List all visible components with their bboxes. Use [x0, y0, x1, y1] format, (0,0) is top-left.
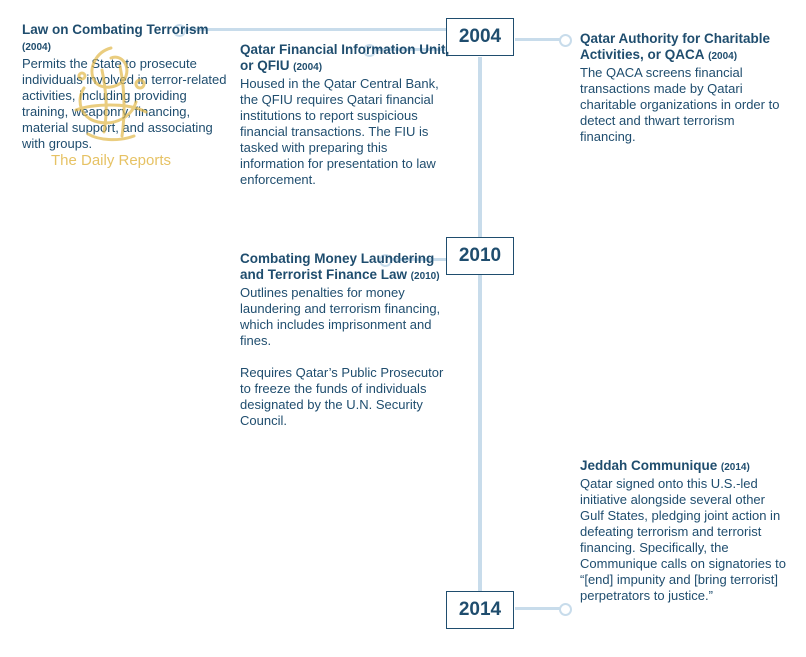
year-box-2014: 2014 — [446, 591, 514, 629]
entry-year: (2004) — [293, 62, 323, 73]
timeline-entry — [580, 458, 790, 604]
entry-title: Jeddah Communique — [580, 458, 718, 473]
entry-description: Qatar signed onto this U.S.-led initiative alongside several other Gulf States, pledging joint action in defeating terrorism and terrorist financing. Specifically, the Communique calls on signatories to “[end] impunity and [bring terrorist] perpetrators to justice.” — [580, 476, 786, 603]
connector-line — [515, 607, 560, 610]
entry-heading — [580, 31, 790, 65]
entry-heading — [240, 42, 455, 76]
entry-title: Qatar Financial Information Unit, or QFIU — [240, 42, 450, 73]
entry-description-2: Requires Qatar’s Public Prosecutor to freeze the funds of individuals designated by the U.N. Security Council. — [240, 365, 444, 428]
entry-heading — [240, 251, 450, 285]
entry-description: Permits the State to prosecute individuals involved in terror-related activities, including providing training, weaponry, financing, material support, and associating with groups. — [22, 56, 227, 151]
entry-heading — [22, 22, 232, 56]
entry-description: Housed in the Qatar Central Bank, the QFIU requires Qatari financial institutions to report suspicious financial transactions. The FIU is tasked with preparing this information for presentation to law enforcement. — [240, 76, 439, 187]
connector-node — [559, 34, 572, 47]
entry-description: Outlines penalties for money laundering and terrorism financing, which includes imprisonment and fines. — [240, 285, 441, 348]
entry-title: Qatar Authority for Charitable Activities, or QACA — [580, 31, 771, 62]
timeline-entry — [580, 31, 790, 145]
connector-line — [515, 38, 560, 41]
entry-year: (2004) — [708, 51, 738, 62]
entry-year: (2004) — [22, 42, 51, 53]
entry-title: Combating Money Laundering and Terrorist Finance Law — [240, 251, 435, 282]
entry-year: (2014) — [720, 462, 750, 473]
watermark-text: The Daily Reports — [50, 152, 172, 169]
year-box-2010: 2010 — [446, 237, 514, 275]
entry-year: (2010) — [410, 271, 440, 282]
timeline-entry — [240, 42, 455, 188]
entry-heading — [580, 458, 790, 476]
year-box-2004: 2004 — [446, 18, 514, 56]
entry-description: The QACA screens financial transactions made by Qatari charitable organizations in order to detect and thwart terrorism financing. — [580, 65, 780, 144]
connector-node — [559, 603, 572, 616]
timeline-entry — [240, 251, 450, 429]
entry-title: Law on Combating Terrorism — [22, 22, 209, 37]
timeline-spine — [478, 57, 482, 592]
timeline-entry — [22, 22, 232, 152]
